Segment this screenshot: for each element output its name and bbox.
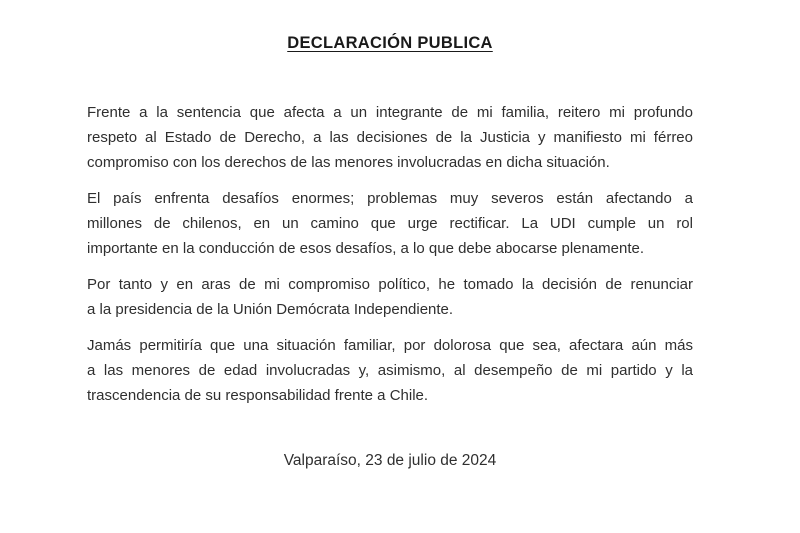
- paragraph: [87, 333, 693, 408]
- document-body: [87, 100, 693, 419]
- paragraph-line: El país enfrenta desafíos enormes; problemas muy severos están afectando a: [87, 190, 693, 207]
- paragraph-line: a las menores de edad involucradas y, asimismo, al desempeño de mi partido y la: [87, 362, 693, 379]
- paragraph-line: millones de chilenos, en un camino que urge rectificar. La UDI cumple un rol: [87, 215, 693, 232]
- paragraph-line: compromiso con los derechos de las menores involucradas en dicha situación.: [87, 154, 610, 171]
- paragraph-line: importante en la conducción de esos desafíos, a lo que debe abocarse plenamente.: [87, 240, 645, 257]
- paragraph-line: Por tanto y en aras de mi compromiso político, he tomado la decisión de renunciar: [87, 276, 693, 293]
- paragraph: [87, 100, 693, 175]
- paragraph-line: Jamás permitiría que una situación familiar, por dolorosa que sea, afectara aún más: [87, 337, 693, 354]
- title-row: [87, 32, 693, 54]
- paragraph: [87, 272, 693, 322]
- paragraph-line: trascendencia de su responsabilidad frente a Chile.: [87, 387, 429, 404]
- page-title: DECLARACIÓN PUBLICA: [287, 34, 493, 52]
- dateline: Valparaíso, 23 de julio de 2024: [283, 452, 497, 469]
- paragraph-line: respeto al Estado de Derecho, a las decisiones de la Justicia y manifiesto mi férreo: [87, 129, 693, 146]
- paragraph: [87, 186, 693, 261]
- paragraph-line: a la presidencia de la Unión Demócrata Independiente.: [87, 301, 454, 318]
- paragraph-line: Frente a la sentencia que afecta a un integrante de mi familia, reitero mi profundo: [87, 104, 693, 121]
